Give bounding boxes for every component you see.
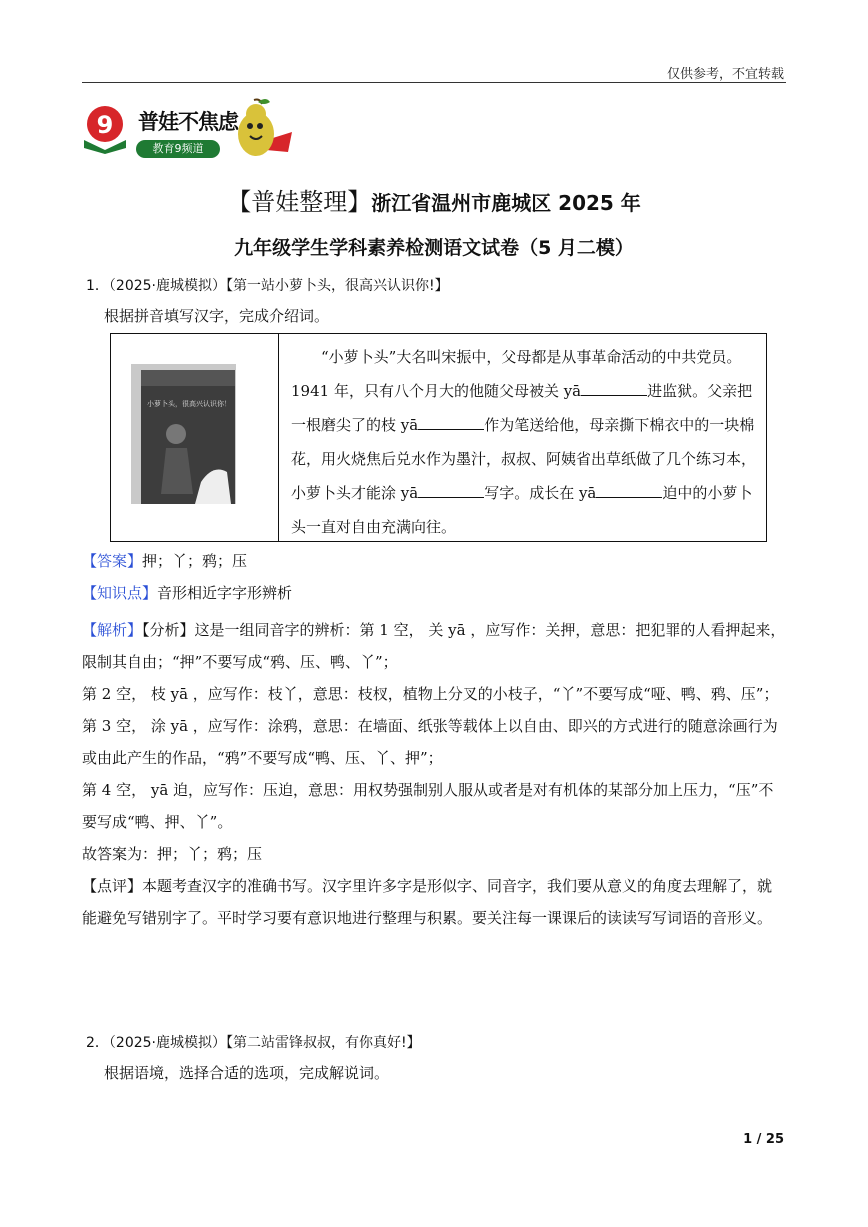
passage-part-2: 进监狱。父亲把一根磨尖了的枝 yā — [291, 382, 753, 434]
pear-mascot-icon — [230, 96, 296, 162]
title-lead: 【普娃整理】 — [227, 188, 372, 216]
logo-brand: 普娃不焦虑 — [138, 110, 238, 134]
analysis-tag: 【解析】 — [82, 621, 143, 639]
document-title-line1 — [0, 182, 868, 217]
knowledge-line — [82, 580, 786, 606]
book-nine-logo-icon — [82, 104, 128, 154]
passage-part-3: 作为笔送给他，母亲撕下棉衣中的一块棉花，用火烧焦后兑水作为墨汁，叔叔、阿姨省出草纸做了几个练习本，小萝卜头才能涂 yā — [291, 416, 757, 502]
book-cover-photo — [131, 364, 236, 504]
answer-line — [82, 548, 786, 574]
knowledge-tag: 【知识点】 — [82, 584, 158, 602]
analysis-block — [82, 614, 786, 934]
table-divider — [278, 334, 279, 541]
blank-2[interactable] — [418, 415, 484, 430]
header-divider — [82, 82, 786, 83]
passage-part-5: 迫中的小萝卜头一直对自由充满向往。 — [291, 484, 753, 536]
blank-3[interactable] — [418, 483, 484, 498]
analysis-line-3: 第 3 空， 涂 yā ，应写作：涂鸦，意思：在墙面、纸张等载体上以自由、即兴的方式进行的随意涂画行为或由此产生的作品，“鸦”不要写成“鸭、压、丫、押”； — [82, 717, 778, 767]
passage-part-4: 写字。成长在 yā — [484, 484, 597, 502]
question-1-instruction: 根据拼音填写汉字，完成介绍词。 — [104, 307, 330, 325]
logo-badge: 教育9频道 — [136, 140, 220, 158]
answer-text: 押；丫；鸦；压 — [142, 552, 248, 570]
question-2-instruction: 根据语境，选择合适的选项，完成解说词。 — [104, 1064, 390, 1082]
analysis-line-4: 第 4 空， yā 迫，应写作：压迫，意思：用权势强制别人服从或者是对有机体的某部分加上压力，“压”不要写成“鸭、押、丫”。 — [82, 781, 774, 831]
blank-1[interactable] — [581, 381, 647, 396]
analysis-paragraph — [82, 614, 786, 678]
blank-4[interactable] — [596, 483, 662, 498]
analysis-line-2: 第 2 空， 枝 yā ，应写作：枝丫，意思：枝杈，植物上分叉的小枝子，“丫”不要写成“哑、鸭、鸦、压”； — [82, 685, 779, 703]
title-line1: 浙江省温州市鹿城区 2025 年 — [371, 191, 641, 215]
logo-digit: 9 — [96, 111, 114, 139]
analysis-line-1: 【分析】这是一组同音字的辨析：第 1 空， 关 yā ，应写作：关押，意思：把犯罪的人看押起来，限制其自由；“押”不要写成“鸦、压、鸭、丫”； — [82, 621, 786, 671]
document-title-line2: 九年级学生学科素养检测语文试卷（5 月二模） — [234, 237, 634, 259]
question-1-table — [110, 333, 767, 542]
question-1-heading: 1．（2025·鹿城模拟）【第一站小萝卜头，很高兴认识你!】 — [86, 278, 449, 294]
question-2-heading: 2．（2025·鹿城模拟）【第二站雷锋叔叔，有你真好!】 — [86, 1035, 421, 1051]
passage — [291, 340, 756, 544]
logo — [82, 96, 302, 162]
header-note: 仅供参考，不宜转载 — [666, 67, 784, 82]
analysis-summary: 故答案为：押；丫；鸦；压 — [82, 845, 263, 863]
answer-tag: 【答案】 — [82, 552, 143, 570]
page-number: 1 / 25 — [743, 1132, 784, 1147]
comment-paragraph: 【点评】本题考查汉字的准确书写。汉字里许多字是形似字、同音字，我们要从意义的角度去理解了，就能避免写错别字了。平时学习要有意识地进行整理与积累。要关注每一课课后的读读写写词语的音形义。 — [82, 877, 773, 927]
photo-caption: 小萝卜头，很高兴认识你！ — [147, 400, 231, 408]
passage-part-1: “小萝卜头”大名叫宋振中，父母都是从事革命活动的中共党员。1941 年，只有八个月大的他随父母被关 yā — [291, 348, 742, 400]
knowledge-text: 音形相近字字形辨析 — [157, 584, 293, 602]
